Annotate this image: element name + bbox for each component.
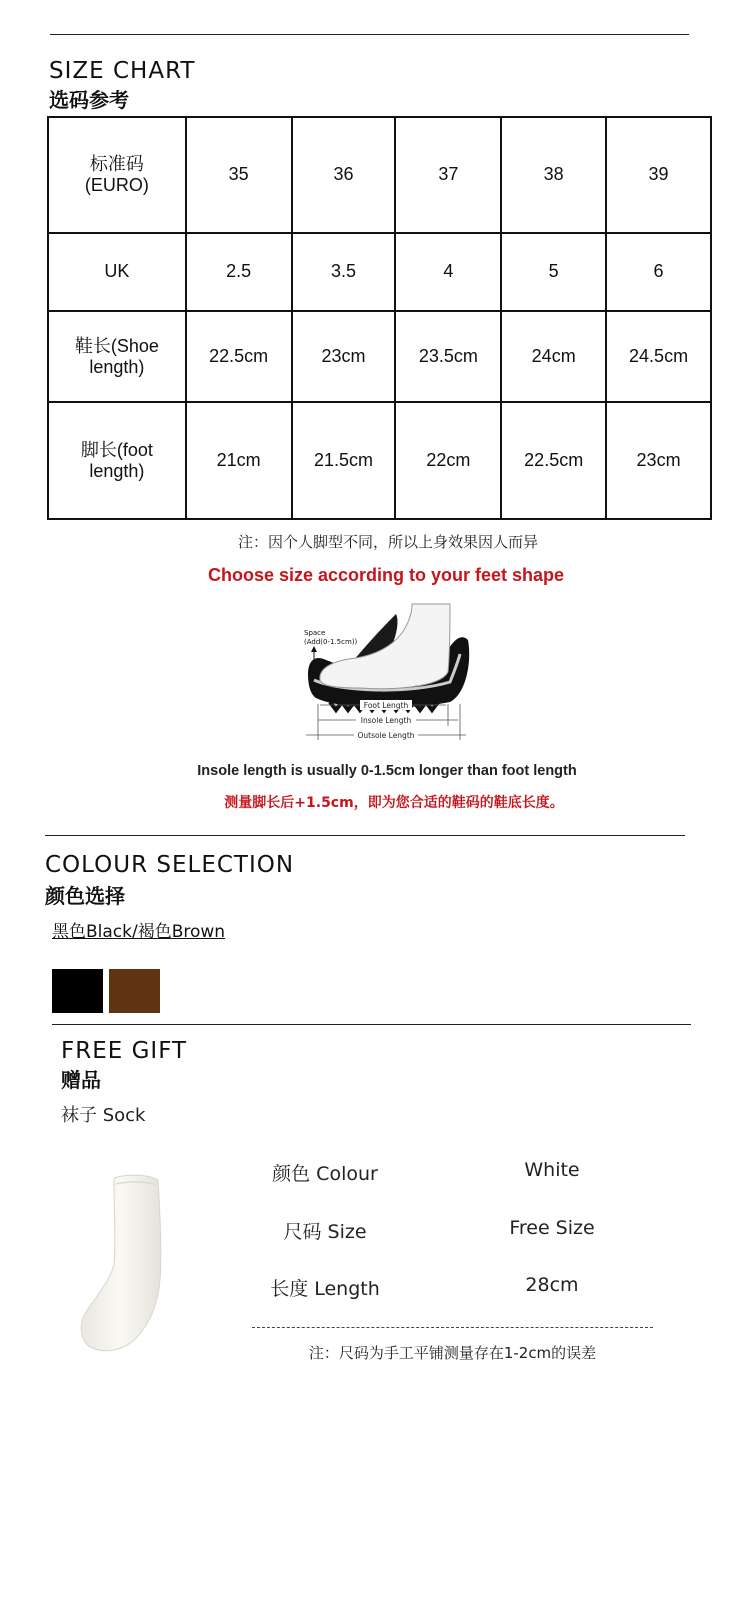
table-cell: 24cm	[501, 311, 606, 402]
colour-section-title-cn: 颜色选择	[45, 884, 125, 908]
spec-label: 长度 Length	[270, 1278, 380, 1300]
space-sub-label: (Add(0-1.5cm))	[304, 638, 358, 646]
colour-section-title: COLOUR SELECTION	[45, 852, 295, 878]
swatch-brown[interactable]	[109, 969, 160, 1013]
gift-dashed-divider	[252, 1327, 653, 1328]
table-cell: 24.5cm	[606, 311, 711, 402]
outsole-length-label: Outsole Length	[357, 731, 415, 740]
table-cell: 6	[606, 233, 711, 312]
table-cell: 35	[186, 117, 292, 233]
size-chart-note: 注：因个人脚型不同，所以上身效果因人而异	[237, 533, 538, 551]
gift-section-title: FREE GIFT	[61, 1038, 188, 1064]
size-chart-title-cn: 选码参考	[49, 88, 129, 112]
row-label: 标准码 (EURO)	[48, 117, 186, 233]
table-cell: 37	[395, 117, 501, 233]
gift-note: 注：尺码为手工平铺测量存在1-2cm的误差	[308, 1344, 597, 1362]
spec-value: 28cm	[525, 1274, 579, 1296]
gift-divider	[52, 1024, 691, 1025]
spec-value: White	[524, 1159, 580, 1181]
row-label: 鞋长(Shoe length)	[48, 311, 186, 402]
swatch-black[interactable]	[52, 969, 103, 1013]
table-row	[48, 311, 711, 402]
table-cell: 23cm	[292, 311, 396, 402]
gift-section-title-cn: 赠品	[61, 1068, 101, 1092]
table-row	[48, 117, 711, 233]
table-cell: 22.5cm	[186, 311, 292, 402]
table-cell: 23cm	[606, 402, 711, 519]
diagram-caption: Insole length is usually 0-1.5cm longer than foot length	[197, 763, 577, 779]
insole-length-label: Insole Length	[360, 716, 412, 725]
table-cell: 21.5cm	[292, 402, 396, 519]
size-chart-title: SIZE CHART	[49, 58, 196, 84]
table-cell: 4	[395, 233, 501, 312]
space-label: Space	[304, 629, 326, 637]
foot-length-label: Foot Length	[363, 701, 409, 710]
table-cell: 21cm	[186, 402, 292, 519]
sock-shape	[81, 1175, 161, 1350]
table-cell: 39	[606, 117, 711, 233]
sock-image	[76, 1172, 166, 1356]
diagram-heading: Choose size according to your feet shape	[207, 565, 565, 585]
table-row	[48, 233, 711, 312]
diagram-caption-cn: 测量脚长后+1.5cm，即为您合适的鞋码的鞋底长度。	[224, 795, 564, 811]
colour-divider	[45, 835, 685, 836]
table-row	[48, 402, 711, 519]
gift-item: 袜子 Sock	[61, 1105, 146, 1126]
table-cell: 3.5	[292, 233, 396, 312]
spec-label: 尺码 Size	[283, 1221, 367, 1243]
row-label: 脚长(foot length)	[48, 402, 186, 519]
table-cell: 38	[501, 117, 606, 233]
spec-label: 颜色 Colour	[272, 1163, 378, 1185]
spec-value: Free Size	[509, 1217, 595, 1239]
table-cell: 22.5cm	[501, 402, 606, 519]
table-cell: 36	[292, 117, 396, 233]
top-divider	[50, 34, 689, 35]
table-cell: 5	[501, 233, 606, 312]
size-chart-table	[47, 116, 712, 520]
colour-options-link[interactable]: 黑色Black/褐色Brown	[52, 922, 226, 942]
table-cell: 2.5	[186, 233, 292, 312]
table-cell: 23.5cm	[395, 311, 501, 402]
table-cell: 22cm	[395, 402, 501, 519]
foot-diagram	[300, 602, 472, 744]
row-label: UK	[48, 233, 186, 312]
